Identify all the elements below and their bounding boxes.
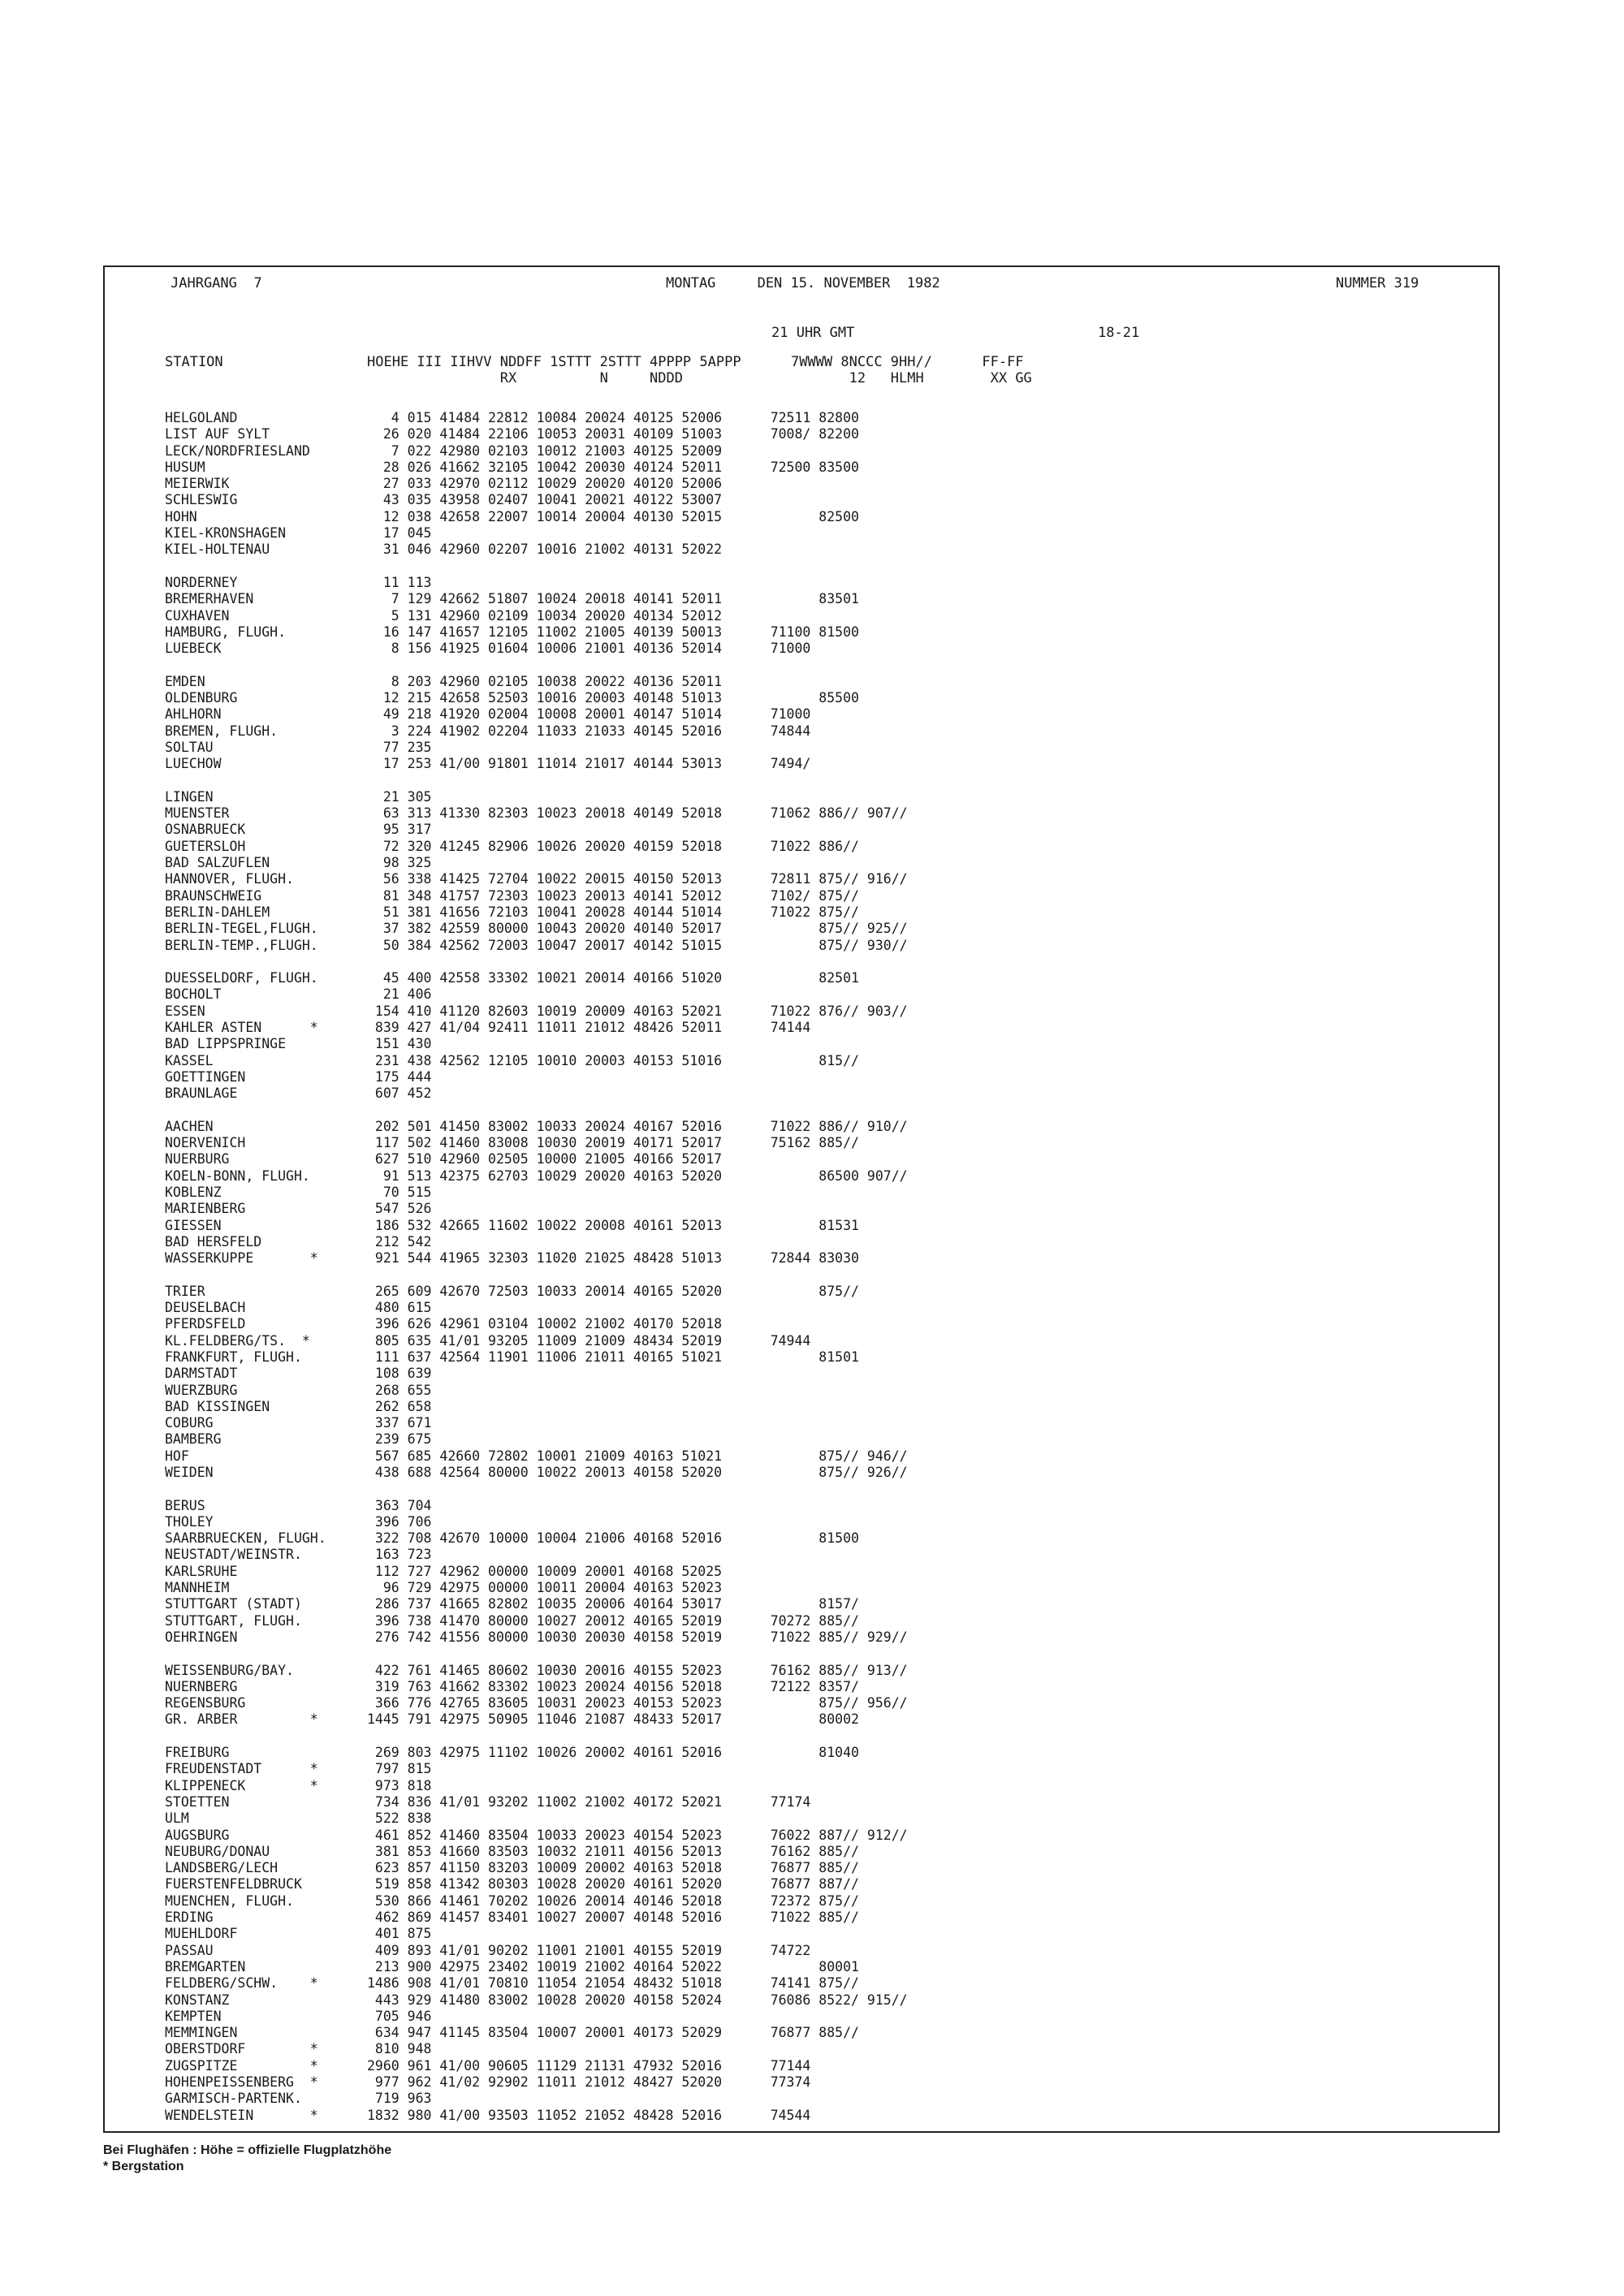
station-name: NEUBURG/DONAU: [165, 1843, 270, 1859]
station-name: LECK/NORDFRIESLAND: [165, 442, 310, 459]
station-data-row: 319 763 41662 83302 10023 20024 40156 52018 72122 8357/: [367, 1678, 859, 1694]
station-name: GARMISCH-PARTENK.: [165, 2091, 302, 2107]
station-data-row: 37 382 42559 80000 10043 20020 40140 52017 875// 925//: [367, 921, 908, 937]
station-name: WEISSENBURG/BAY.: [165, 1662, 294, 1678]
station-name: HOHN: [165, 508, 197, 524]
station-data-row: 973 818: [367, 1777, 432, 1793]
station-name: SOLTAU: [165, 739, 214, 755]
station-name: DARMSTADT: [165, 1366, 238, 1382]
station-data-row: 366 776 42765 83605 10031 20023 40153 52023 875// 956//: [367, 1695, 908, 1711]
station-name: OLDENBURG: [165, 690, 238, 706]
station-data-row: 112 727 42962 00000 10009 20001 40168 52025: [367, 1563, 723, 1579]
station-data-row: 91 513 42375 62703 10029 20020 40163 52020 86500 907//: [367, 1167, 908, 1184]
station-data-row: 396 706: [367, 1513, 432, 1530]
station-name: MUENCHEN, FLUGH.: [165, 1892, 294, 1909]
station-data-row: 461 852 41460 83504 10033 20023 40154 52023 76022 887// 912//: [367, 1827, 908, 1843]
station-name: BREMERHAVEN: [165, 591, 254, 607]
observation-time: 21 UHR GMT: [771, 325, 855, 341]
station-data-row: 627 510 42960 02505 10000 21005 40166 52017: [367, 1151, 723, 1167]
station-data-row: 81 348 41757 72303 10023 20013 40141 52012 7102/ 875//: [367, 887, 859, 904]
station-name: GUETERSLOH: [165, 838, 246, 854]
station-name: BAD SALZUFLEN: [165, 855, 270, 871]
station-data-row: 212 542: [367, 1233, 432, 1249]
station-name: FREIBURG: [165, 1745, 230, 1761]
station-name: WASSERKUPPE *: [165, 1250, 318, 1267]
station-data-row: 607 452: [367, 1085, 432, 1102]
station-name: NEUSTADT/WEINSTR.: [165, 1547, 302, 1563]
station-data-row: 70 515: [367, 1184, 432, 1200]
station-data-row: 623 857 41150 83203 10009 20002 40163 52018 76877 885//: [367, 1860, 859, 1876]
station-data-row: 186 532 42665 11602 10022 20008 40161 52013 81531: [367, 1217, 859, 1233]
station-name: KAHLER ASTEN *: [165, 1019, 318, 1035]
station-name: COBURG: [165, 1415, 214, 1431]
station-data-row: 239 675: [367, 1431, 432, 1448]
observation-data: [367, 410, 908, 2124]
station-name: BREMGARTEN: [165, 1958, 246, 1974]
station-name: STOETTEN: [165, 1793, 230, 1810]
station-name: STUTTGART, FLUGH.: [165, 1612, 302, 1629]
station-data-row: 567 685 42660 72802 10001 21009 40163 51021 875// 946//: [367, 1448, 908, 1464]
code-column-header: HOEHE III IIHVV NDDFF 1STTT 2STTT 4PPPP 5APPP 7WWWW 8NCCC 9HH// FF-FF: [367, 354, 1024, 370]
station-data-row: 27 033 42970 02112 10029 20020 40120 52006: [367, 476, 723, 492]
station-name: SCHLESWIG: [165, 492, 238, 508]
station-data-row: 519 858 41342 80303 10028 20020 40161 52020 76877 887//: [367, 1876, 859, 1892]
station-data-row: 77 235: [367, 739, 432, 755]
station-data-row: 337 671: [367, 1415, 432, 1431]
station-name: KONSTANZ: [165, 1992, 230, 2008]
station-name: KIEL-HOLTENAU: [165, 542, 270, 558]
station-name: PASSAU: [165, 1942, 214, 1958]
station-data-row: 547 526: [367, 1201, 432, 1217]
station-name: GIESSEN: [165, 1217, 222, 1233]
station-data-row: 21 406: [367, 986, 432, 1003]
issue-number: NUMMER 319: [1336, 275, 1419, 291]
station-data-row: 480 615: [367, 1300, 432, 1316]
station-name: AUGSBURG: [165, 1827, 230, 1843]
station-data-row: 17 045: [367, 525, 432, 542]
station-name: CUXHAVEN: [165, 607, 230, 624]
station-data-row: 977 962 41/02 92902 11011 21012 48427 52020 77374: [367, 2074, 811, 2090]
station-data-row: 28 026 41662 32105 10042 20030 40124 52011 72500 83500: [367, 459, 859, 475]
station-name: HELGOLAND: [165, 410, 238, 425]
station-name: GOETTINGEN: [165, 1068, 246, 1085]
station-name: HOF: [165, 1448, 189, 1464]
station-name: NOERVENICH: [165, 1135, 246, 1151]
station-data-row: 522 838: [367, 1810, 432, 1827]
station-name: HAMBURG, FLUGH.: [165, 624, 287, 640]
station-name: HUSUM: [165, 459, 205, 475]
station-data-row: 16 147 41657 12105 11002 21005 40139 50013 71100 81500: [367, 624, 859, 640]
station-name: HOHENPEISSENBERG *: [165, 2074, 318, 2090]
station-data-row: 231 438 42562 12105 10010 20003 40153 51016 815//: [367, 1052, 859, 1068]
station-name: BERLIN-DAHLEM: [165, 904, 270, 920]
station-data-row: 98 325: [367, 855, 432, 871]
station-data-row: 719 963: [367, 2091, 432, 2107]
station-name: THOLEY: [165, 1513, 214, 1530]
station-list: [165, 410, 326, 2124]
station-data-row: 7 129 42662 51807 10024 20018 40141 52011 83501: [367, 591, 859, 607]
station-data-row: 163 723: [367, 1547, 432, 1563]
station-data-row: 3 224 41902 02204 11033 21033 40145 52016 74844: [367, 723, 811, 739]
station-data-row: 213 900 42975 23402 10019 21002 40164 52022 80001: [367, 1958, 859, 1974]
station-name: LIST AUF SYLT: [165, 426, 270, 442]
footnote-mountain-station: * Bergstation: [103, 2160, 184, 2173]
station-column-header: STATION: [165, 354, 223, 370]
station-name: MANNHEIM: [165, 1580, 230, 1596]
station-name: BRAUNSCHWEIG: [165, 887, 262, 904]
station-name: LINGEN: [165, 788, 214, 805]
station-name: KIEL-KRONSHAGEN: [165, 525, 287, 542]
station-name: BAD LIPPSPRINGE: [165, 1036, 287, 1052]
station-name: MEMMINGEN: [165, 2025, 238, 2041]
station-name: AACHEN: [165, 1118, 214, 1134]
station-data-row: 7 022 42980 02103 10012 21003 40125 52009: [367, 442, 723, 459]
station-name: WEIDEN: [165, 1465, 214, 1480]
station-name: AHLHORN: [165, 706, 222, 723]
station-data-row: 438 688 42564 80000 10022 20013 40158 52020 875// 926//: [367, 1465, 908, 1480]
station-name: NUERBURG: [165, 1151, 230, 1167]
station-data-row: 11 113: [367, 574, 432, 590]
station-name: ULM: [165, 1810, 189, 1827]
jahrgang-label: JAHRGANG 7: [171, 275, 262, 291]
station-name: BAMBERG: [165, 1431, 222, 1448]
station-data-row: 1832 980 41/00 93503 11052 21052 48428 52016 74544: [367, 2107, 811, 2123]
station-name: KL.FELDBERG/TS. *: [165, 1332, 310, 1349]
station-data-row: 49 218 41920 02004 10008 20001 40147 51014 71000: [367, 706, 811, 723]
station-name: ZUGSPITZE *: [165, 2057, 318, 2074]
station-name: NORDERNEY: [165, 574, 238, 590]
station-name: HANNOVER, FLUGH.: [165, 871, 294, 887]
station-data-row: 422 761 41465 80602 10030 20016 40155 52023 76162 885// 913//: [367, 1662, 908, 1678]
station-data-row: 17 253 41/00 91801 11014 21017 40144 53013 7494/: [367, 756, 811, 772]
station-name: WENDELSTEIN *: [165, 2107, 318, 2123]
station-data-row: 462 869 41457 83401 10027 20007 40148 52016 71022 885//: [367, 1910, 859, 1926]
station-name: NUERNBERG: [165, 1678, 238, 1694]
station-data-row: 26 020 41484 22106 10053 20031 40109 51003 7008/ 82200: [367, 426, 859, 442]
station-name: OSNABRUECK: [165, 822, 246, 838]
station-name: WUERZBURG: [165, 1382, 238, 1398]
station-data-row: 705 946: [367, 2008, 432, 2024]
station-name: FREUDENSTADT *: [165, 1761, 318, 1777]
station-data-row: 401 875: [367, 1926, 432, 1942]
station-data-row: 108 639: [367, 1366, 432, 1382]
station-name: OEHRINGEN: [165, 1629, 238, 1645]
station-data-row: 409 893 41/01 90202 11001 21001 40155 52019 74722: [367, 1942, 811, 1958]
station-data-row: 96 729 42975 00000 10011 20004 40163 52023: [367, 1580, 723, 1596]
station-name: DEUSELBACH: [165, 1300, 246, 1316]
station-data-row: 31 046 42960 02207 10016 21002 40131 52022: [367, 542, 723, 558]
station-name: KOBLENZ: [165, 1184, 222, 1200]
station-name: BERLIN-TEGEL,FLUGH.: [165, 921, 318, 937]
station-data-row: 634 947 41145 83504 10007 20001 40173 52029 76877 885//: [367, 2025, 859, 2041]
station-data-row: 805 635 41/01 93205 11009 21009 48434 52019 74944: [367, 1332, 811, 1349]
station-data-row: 43 035 43958 02407 10041 20021 40122 53007: [367, 492, 723, 508]
station-data-row: 363 704: [367, 1497, 432, 1513]
station-data-row: 276 742 41556 80000 10030 20030 40158 52019 71022 885// 929//: [367, 1629, 908, 1645]
station-data-row: 45 400 42558 33302 10021 20014 40166 51020 82501: [367, 970, 859, 986]
station-name: FRANKFURT, FLUGH.: [165, 1349, 302, 1365]
station-name: ESSEN: [165, 1003, 205, 1019]
station-name: BRAUNLAGE: [165, 1085, 238, 1102]
station-data-row: 151 430: [367, 1036, 432, 1052]
period-label: 18-21: [1098, 325, 1140, 341]
station-name: REGENSBURG: [165, 1695, 246, 1711]
station-name: BAD HERSFELD: [165, 1233, 262, 1249]
station-data-row: 111 637 42564 11901 11006 21011 40165 51021 81501: [367, 1349, 859, 1365]
station-data-row: 396 738 41470 80000 10027 20012 40165 52019 70272 885//: [367, 1612, 859, 1629]
station-data-row: 322 708 42670 10000 10004 21006 40168 52016 81500: [367, 1530, 859, 1547]
station-name: BREMEN, FLUGH.: [165, 723, 279, 739]
station-name: STUTTGART (STADT): [165, 1596, 302, 1612]
station-data-row: 810 948: [367, 2041, 432, 2057]
code-column-subheader: RX N NDDD 12 HLMH XX GG: [367, 370, 1032, 386]
station-data-row: 381 853 41660 83503 10032 21011 40156 52013 76162 885//: [367, 1843, 859, 1859]
station-data-row: 63 313 41330 82303 10023 20018 40149 52018 71062 886// 907//: [367, 805, 908, 822]
station-name: MEIERWIK: [165, 476, 230, 492]
station-name: EMDEN: [165, 673, 205, 689]
station-name: PFERDSFELD: [165, 1316, 246, 1332]
station-name: BERLIN-TEMP.,FLUGH.: [165, 937, 318, 953]
station-name: BAD KISSINGEN: [165, 1398, 270, 1414]
station-name: KLIPPENECK *: [165, 1777, 318, 1793]
station-name: SAARBRUECKEN, FLUGH.: [165, 1530, 326, 1547]
station-data-row: 56 338 41425 72704 10022 20015 40150 52013 72811 875// 916//: [367, 871, 908, 887]
station-data-row: 797 815: [367, 1761, 432, 1777]
station-data-row: 4 015 41484 22812 10084 20024 40125 52006 72511 82800: [367, 410, 859, 425]
station-name: TRIER: [165, 1283, 205, 1299]
station-name: BERUS: [165, 1497, 205, 1513]
date-line: MONTAG DEN 15. NOVEMBER 1982: [666, 275, 940, 291]
station-data-row: 530 866 41461 70202 10026 20014 40146 52018 72372 875//: [367, 1892, 859, 1909]
station-name: KOELN-BONN, FLUGH.: [165, 1167, 310, 1184]
station-data-row: 12 215 42658 52503 10016 20003 40148 51013 85500: [367, 690, 859, 706]
station-name: BOCHOLT: [165, 986, 222, 1003]
station-data-row: 8 156 41925 01604 10006 21001 40136 52014 71000: [367, 641, 811, 657]
station-name: LUECHOW: [165, 756, 222, 772]
station-name: KEMPTEN: [165, 2008, 222, 2024]
station-data-row: 1445 791 42975 50905 11046 21087 48433 52017 80002: [367, 1711, 859, 1728]
station-data-row: 734 836 41/01 93202 11002 21002 40172 52021 77174: [367, 1793, 811, 1810]
station-data-row: 5 131 42960 02109 10034 20020 40134 52012: [367, 607, 723, 624]
station-name: GR. ARBER *: [165, 1711, 318, 1728]
station-name: ERDING: [165, 1910, 214, 1926]
station-name: OBERSTDORF *: [165, 2041, 318, 2057]
station-data-row: 839 427 41/04 92411 11011 21012 48426 52011 74144: [367, 1019, 811, 1035]
station-name: MUENSTER: [165, 805, 230, 822]
station-data-row: 8 203 42960 02105 10038 20022 40136 52011: [367, 673, 723, 689]
station-name: LANDSBERG/LECH: [165, 1860, 279, 1876]
station-data-row: 269 803 42975 11102 10026 20002 40161 52016 81040: [367, 1745, 859, 1761]
station-data-row: 262 658: [367, 1398, 432, 1414]
station-data-row: 286 737 41665 82802 10035 20006 40164 53017 8157/: [367, 1596, 859, 1612]
station-name: KASSEL: [165, 1052, 214, 1068]
station-name: DUESSELDORF, FLUGH.: [165, 970, 318, 986]
station-data-row: 12 038 42658 22007 10014 20004 40130 52015 82500: [367, 508, 859, 524]
station-data-row: 21 305: [367, 788, 432, 805]
station-name: FUERSTENFELDBRUCK: [165, 1876, 302, 1892]
station-name: KARLSRUHE: [165, 1563, 238, 1579]
station-data-row: 95 317: [367, 822, 432, 838]
station-data-row: 175 444: [367, 1068, 432, 1085]
station-data-row: 72 320 41245 82906 10026 20020 40159 52018 71022 886//: [367, 838, 859, 854]
station-data-row: 443 929 41480 83002 10028 20020 40158 52024 76086 8522/ 915//: [367, 1992, 908, 2008]
station-data-row: 202 501 41450 83002 10033 20024 40167 52016 71022 886// 910//: [367, 1118, 908, 1134]
station-data-row: 2960 961 41/00 90605 11129 21131 47932 52016 77144: [367, 2057, 811, 2074]
station-data-row: 51 381 41656 72103 10041 20028 40144 51014 71022 875//: [367, 904, 859, 920]
station-data-row: 396 626 42961 03104 10002 21002 40170 52018: [367, 1316, 723, 1332]
station-data-row: 268 655: [367, 1382, 432, 1398]
station-data-row: 117 502 41460 83008 10030 20019 40171 52017 75162 885//: [367, 1135, 859, 1151]
station-data-row: 1486 908 41/01 70810 11054 21054 48432 51018 74141 875//: [367, 1975, 859, 1992]
station-data-row: 50 384 42562 72003 10047 20017 40142 51015 875// 930//: [367, 937, 908, 953]
station-name: MARIENBERG: [165, 1201, 246, 1217]
footnote-airports: Bei Flughäfen : Höhe = offizielle Flugplatzhöhe: [103, 2143, 392, 2157]
station-name: MUEHLDORF: [165, 1926, 238, 1942]
station-data-row: 265 609 42670 72503 10033 20014 40165 52020 875//: [367, 1283, 859, 1299]
station-data-row: 154 410 41120 82603 10019 20009 40163 52021 71022 876// 903//: [367, 1003, 908, 1019]
station-data-row: 921 544 41965 32303 11020 21025 48428 51013 72844 83030: [367, 1250, 859, 1267]
station-name: FELDBERG/SCHW. *: [165, 1975, 318, 1992]
station-name: LUEBECK: [165, 641, 222, 657]
